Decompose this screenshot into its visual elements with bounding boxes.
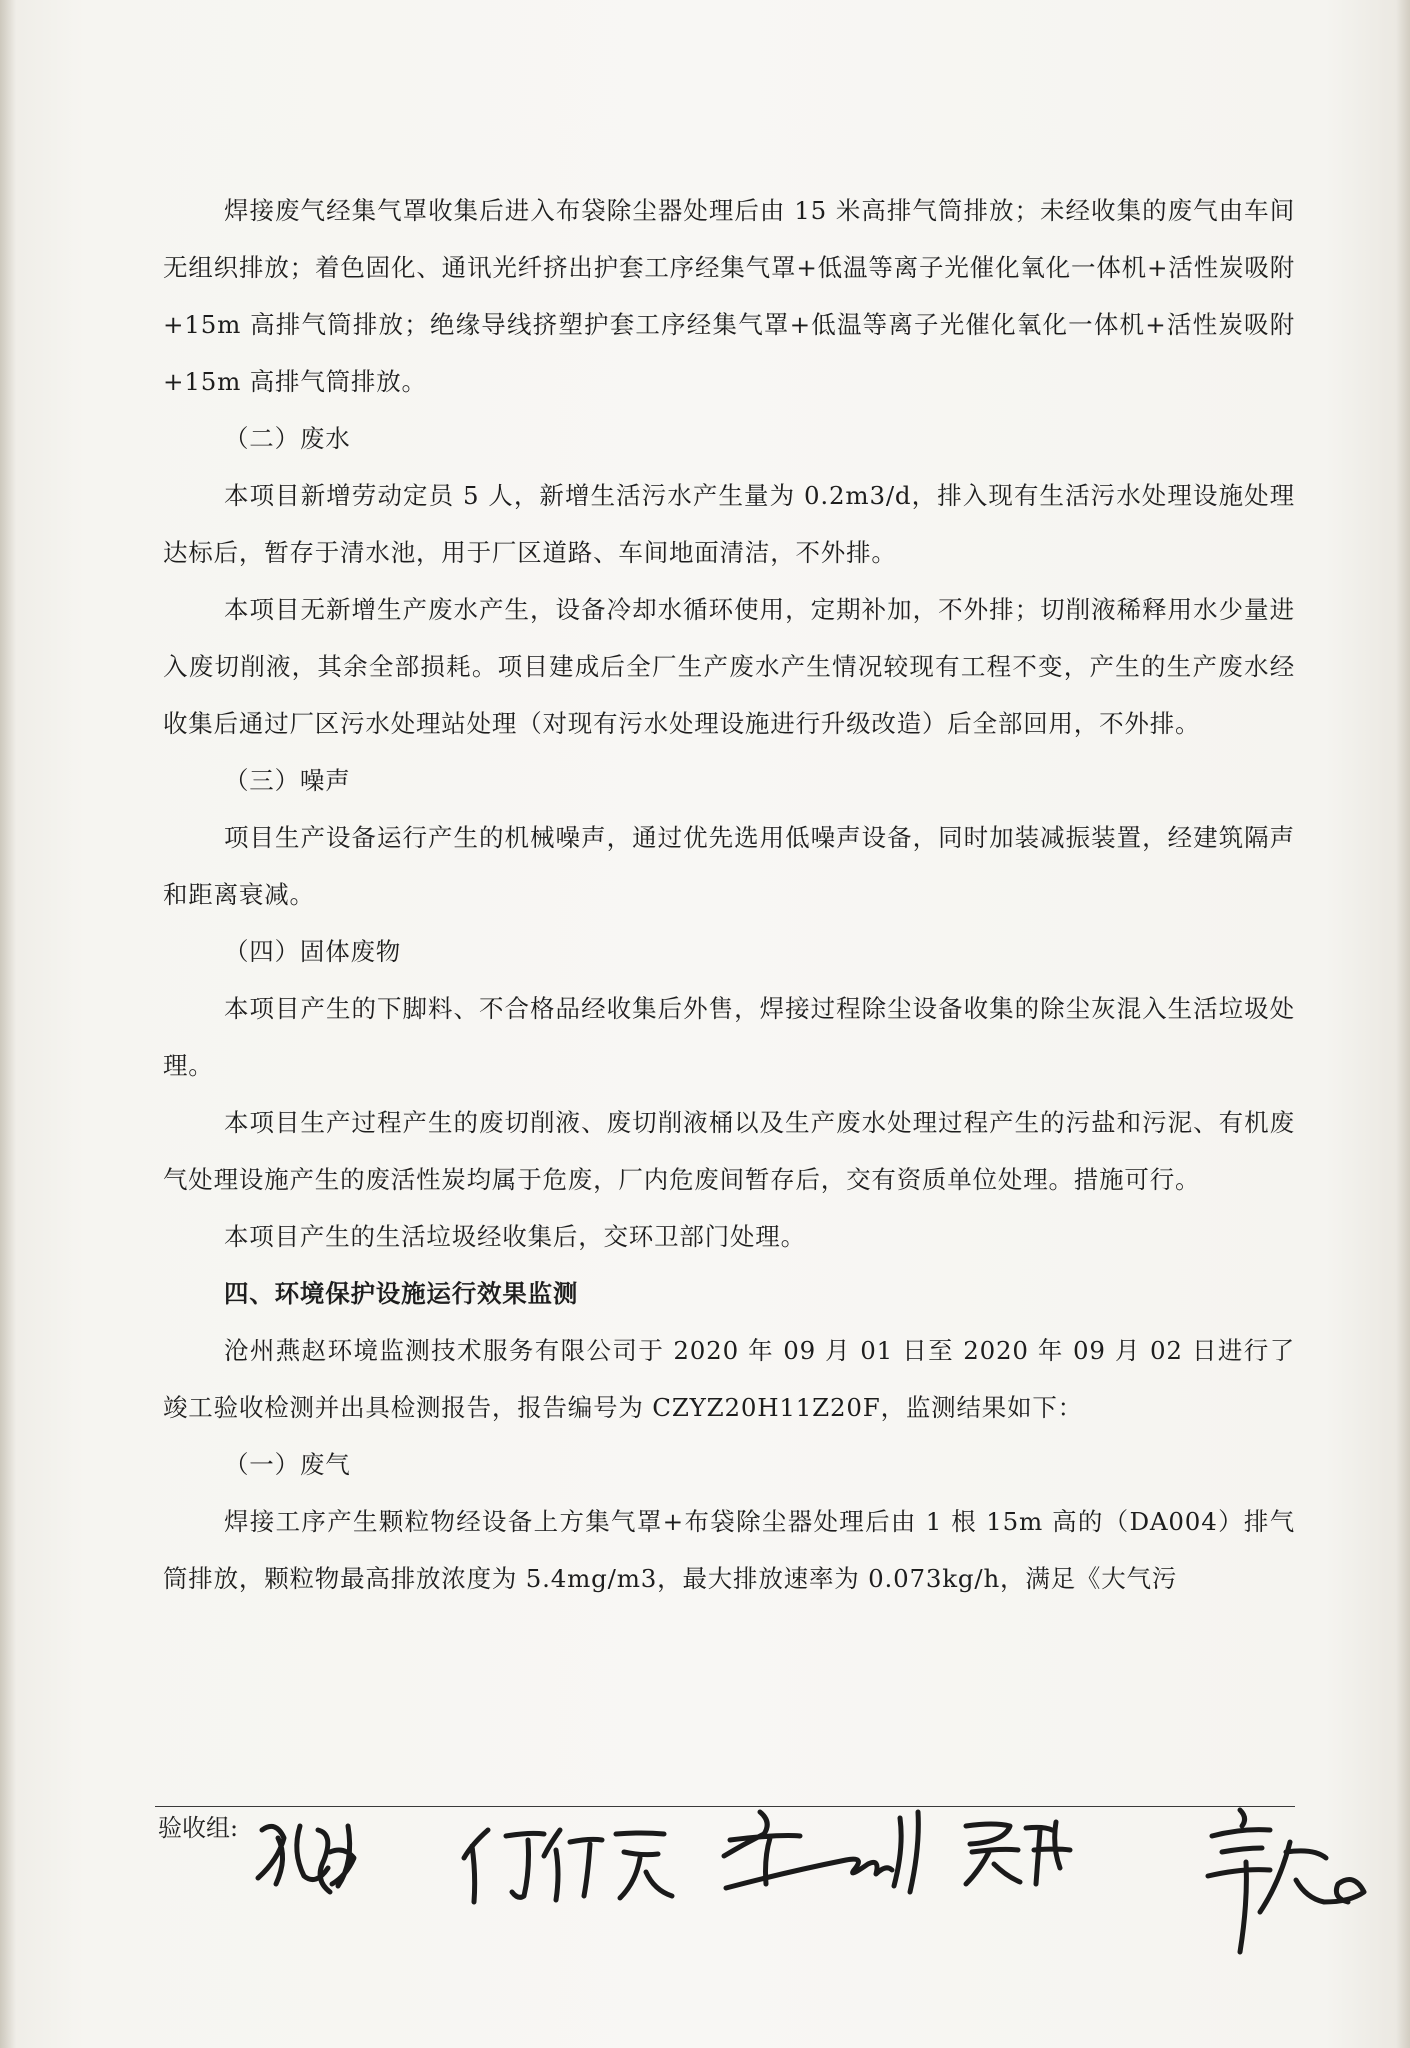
section-heading-solid-waste: （四）固体废物 — [224, 937, 402, 966]
paragraph-welding-particulates: 焊接工序产生颗粒物经设备上方集气罩+布袋除尘器处理后由 1 根 15m 高的（DA004）排气筒排放，颗粒物最高排放浓度为 5.4mg/m3，最大排放速率为 0.073kg/h，满足《大气污 — [163, 1507, 1295, 1593]
signature-1 — [258, 1826, 354, 1892]
paragraph-monitoring-company: 沧州燕赵环境监测技术服务有限公司于 2020 年 09 月 01 日至 2020 年 09 月 02 日进行了竣工验收检测并出具检测报告，报告编号为 CZYZ20H11Z20F，监测结果如下： — [163, 1336, 1295, 1422]
section-heading-noise: （三）噪声 — [224, 766, 351, 795]
signature-5 — [1208, 1810, 1364, 1952]
footer-divider — [155, 1806, 1295, 1807]
signature-4 — [966, 1822, 1070, 1884]
chapter-heading-monitoring: 四、环境保护设施运行效果监测 — [224, 1279, 579, 1308]
paragraph-production-wastewater: 本项目无新增生产废水产生，设备冷却水循环使用，定期补加，不外排；切削液稀释用水少量进入废切削液，其余全部损耗。项目建成后全厂生产废水产生情况较现有工程不变，产生的生产废水经收集后通过厂区污水处理站处理（对现有污水处理设施进行升级改造）后全部回用，不外排。 — [163, 595, 1295, 738]
section-heading-wastewater: （二）废水 — [224, 424, 351, 453]
paragraph-scrap: 本项目产生的下脚料、不合格品经收集后外售，焊接过程除尘设备收集的除尘灰混入生活垃圾处理。 — [163, 994, 1295, 1080]
paragraph-domestic-sewage: 本项目新增劳动定员 5 人，新增生活污水产生量为 0.2m3/d，排入现有生活污水处理设施处理达标后，暂存于清水池，用于厂区道路、车间地面清洁，不外排。 — [163, 481, 1295, 567]
paragraph-welding-exhaust: 焊接废气经集气罩收集后进入布袋除尘器处理后由 15 米高排气筒排放；未经收集的废气由车间无组织排放；着色固化、通讯光纤挤出护套工序经集气罩+低温等离子光催化氧化一体机+活性炭吸附+15m 高排气筒排放；绝缘导线挤塑护套工序经集气罩+低温等离子光催化氧化一体机+活性炭吸附+15m 高排气筒排放。 — [163, 196, 1295, 396]
signature-3 — [724, 1812, 918, 1892]
signature-2 — [464, 1830, 672, 1902]
paragraph-hazardous-waste: 本项目生产过程产生的废切削液、废切削液桶以及生产废水处理过程产生的污盐和污泥、有机废气处理设施产生的废活性炭均属于危废，厂内危废间暂存后，交有资质单位处理。措施可行。 — [163, 1108, 1295, 1194]
paragraph-domestic-garbage: 本项目产生的生活垃圾经收集后，交环卫部门处理。 — [224, 1222, 806, 1251]
section-heading-exhaust: （一）废气 — [224, 1450, 351, 1479]
paragraph-noise: 项目生产设备运行产生的机械噪声，通过优先选用低噪声设备，同时加装减振装置，经建筑隔声和距离衰减。 — [163, 823, 1295, 909]
document-body — [163, 182, 1295, 1607]
acceptance-group-label: 验收组: — [158, 1814, 239, 1842]
